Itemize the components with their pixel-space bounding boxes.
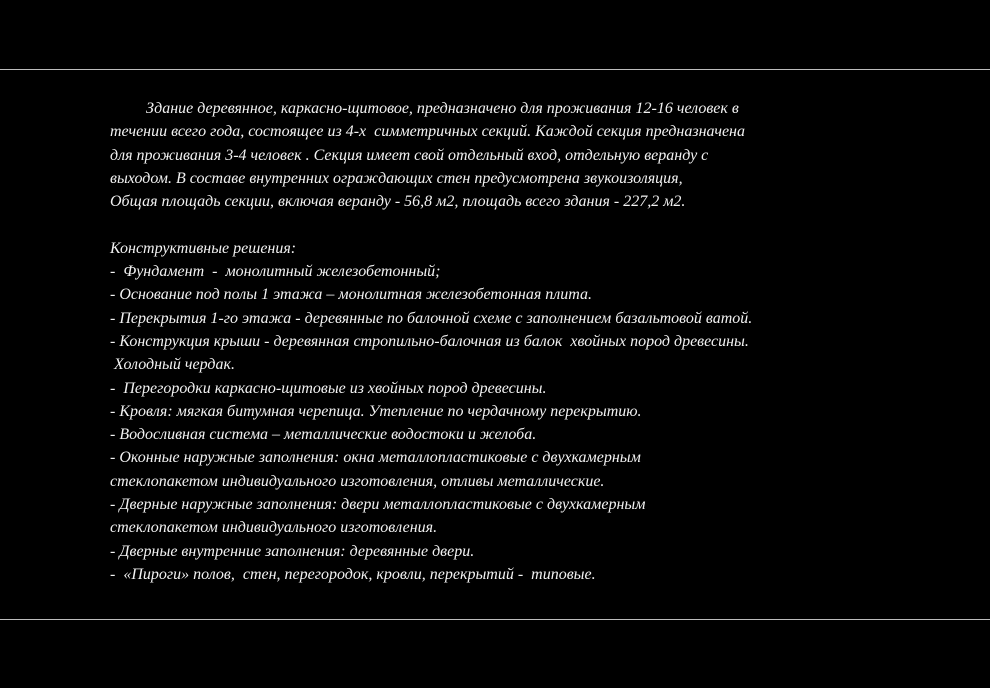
solution-line-1: - Фундамент - монолитный железобетонный; <box>110 263 441 281</box>
intro-line-2: течении всего года, состоящее из 4-х симметричных секций. Каждой секция предназначена <box>110 123 745 141</box>
intro-line-1: Здание деревянное, каркасно-щитовое, предназначено для проживания 12-16 человек в <box>146 100 739 117</box>
bottom-divider <box>0 619 990 620</box>
solution-line-14: - «Пироги» полов, стен, перегородок, кровли, перекрытий - типовые. <box>110 565 596 583</box>
solution-line-3: - Перекрытия 1-го этажа - деревянные по балочной схеме с заполнением базальтовой ватой. <box>110 309 753 327</box>
solution-line-12: стеклопакетом индивидуального изготовления. <box>110 519 438 537</box>
solution-line-4: - Конструкция крыши - деревянная стропильно-балочная из балок хвойных пород древесины. <box>110 332 749 350</box>
intro-line-5: Общая площадь секции, включая веранду - 56,8 м2, площадь всего здания - 227,2 м2. <box>110 193 686 211</box>
intro-line-3: для проживания 3-4 человек . Секция имеет свой отдельный вход, отдельную веранду с <box>110 146 709 164</box>
solution-line-6: - Перегородки каркасно-щитовые из хвойных пород древесины. <box>110 379 547 397</box>
intro-line-4: выходом. В составе внутренних ограждающих стен предусмотрена звукоизоляция, <box>110 169 683 187</box>
solution-line-11: - Дверные наружные заполнения: двери металлопластиковые с двухкамерным <box>110 496 646 514</box>
solution-line-10: стеклопакетом индивидуального изготовления, отливы металлические. <box>110 472 605 490</box>
top-divider <box>0 69 990 70</box>
solution-line-7: - Кровля: мягкая битумная черепица. Утепление по чердачному перекрытию. <box>110 402 642 420</box>
solution-line-13: - Дверные внутренние заполнения: деревянные двери. <box>110 542 475 560</box>
solution-line-5: Холодный чердак. <box>110 356 235 374</box>
solution-line-2: - Основание под полы 1 этажа – монолитная железобетонная плита. <box>110 286 593 304</box>
paragraph-gap <box>110 213 970 236</box>
solution-line-8: - Водосливная система – металлические водостоки и желоба. <box>110 426 537 444</box>
solutions-heading: Конструктивные решения: <box>110 239 297 257</box>
solution-line-9: - Оконные наружные заполнения: окна металлопластиковые с двухкамерным <box>110 449 641 467</box>
document-text <box>110 97 970 586</box>
